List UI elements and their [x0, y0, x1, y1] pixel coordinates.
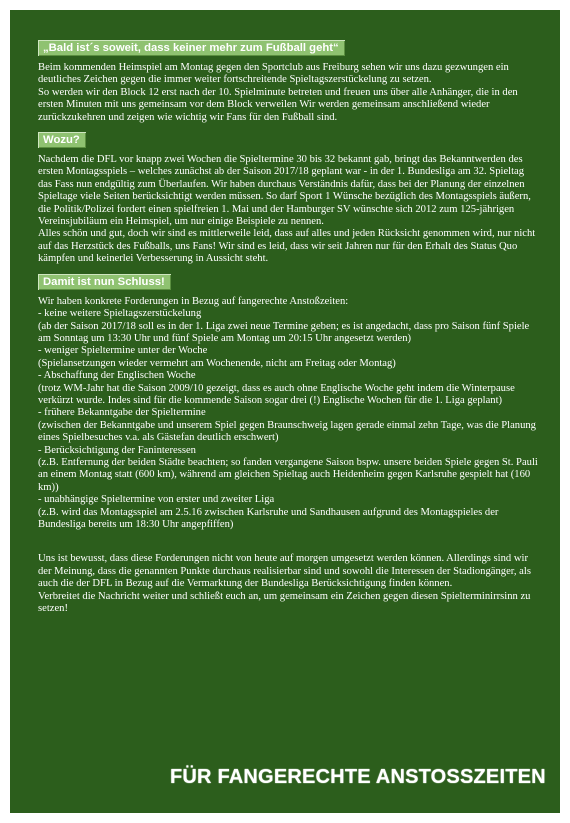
demand-line: - weniger Spieltermine unter der Woche	[38, 345, 208, 357]
demand-line: - unabhängige Spieltermine von erster und zweiter Liga	[38, 494, 275, 506]
demand-line: (zwischen der Bekanntgabe und unserem Spiel gegen Braunschweig lagen gerade einmal zehn Tage, was die Planung eines Spielbesuches v.a. als Gästefan deutlich erschwert)	[38, 419, 536, 444]
demand-line: (Spielansetzungen wieder vermehrt am Wochenende, nicht am Freitag oder Montag)	[38, 357, 396, 369]
demand-line: - frühere Bekanntgabe der Spieltermine	[38, 407, 206, 419]
paragraph: Verbreitet die Nachricht weiter und schließt euch an, um gemeinsam ein Zeichen gegen diesen Spielterminirrsinn zu setzen!	[38, 590, 531, 615]
demand-line: - keine weitere Spieltagszerstückelung	[38, 308, 202, 320]
section-heading-demands: Damit ist nun Schluss!	[38, 274, 171, 290]
section-heading-wozu: Wozu?	[38, 132, 86, 148]
paragraph: Alles schön und gut, doch wir sind es mittlerweile leid, dass auf alles und jeden Rücksicht genommen wird, nur nicht auf das Herzstück des Fußballs, uns Fans! Wir sind es leid, dass wir seit Jahren nur für den Erhalt des Status Quo kämpfen und keinerlei Verbesserung in Aussicht steht.	[38, 228, 536, 265]
demand-line: (z.B. Entfernung der beiden Städte beachten; so fanden vergangene Saison bspw. unsere beiden Spiele gegen St. Pauli an einem Montag statt (600 km), während am gleichen Spieltag auch Heidenheim gegen Karlsruhe gespielt hat (160 km))	[38, 456, 538, 493]
demand-line: (z.B. wird das Montagsspiel am 2.5.16 zwischen Karlsruhe und Sandhausen aufgrund des Montagspieles der Bundesliga bereits um 18:30 Uhr angepfiffen)	[38, 506, 499, 530]
section-closing	[28, 553, 540, 615]
paragraph: Nachdem die DFL vor knapp zwei Wochen die Spieltermine 30 bis 32 bekannt gab, bringt das Bekanntwerden des ersten Montagsspiels – welches zunächst ab der Saison 2017/18 geplant war - in der 1. Bundesliga am 32. Spieltag das Fass nun endgültig zum Überlaufen. Wir haben durchaus Verständnis dafür, dass bei der Planung der einzelnen Spieltage viele Seiten berücksichtigt werden müssen. So darf Sport 1 Wünsche bezüglich des Montagsspiels äußern, die Politik/Polizei fordert einen spielfreien 1. Mai und der Hamburger SV wünschte sich 2012 zum 125-jährigen Vereinsjubiläum ein Heimspiel, um nur einige Beispiele zu nennen.	[38, 154, 531, 228]
demand-line: (trotz WM-Jahr hat die Saison 2009/10 gezeigt, dass es auch ohne Englische Woche geht indem die Winterpause verkürzt wurde. Indes sind für die kommende Saison sogar drei (!) Englische Wochen für die 1. Liga geplant)	[38, 382, 515, 406]
section-intro	[28, 40, 540, 124]
demand-line: - Abschaffung der Englischen Woche	[38, 370, 196, 382]
section-heading-intro: „Bald ist´s soweit, dass keiner mehr zum Fußball geht“	[38, 40, 345, 56]
footer-slogan: FÜR FANGERECHTE ANSTOSSZEITEN	[170, 766, 546, 788]
paragraph: Beim kommenden Heimspiel am Montag gegen den Sportclub aus Freiburg sehen wir uns dazu gezwungen ein deutliches Zeichen gegen die immer weiter fortschreitende Spieltagszerstückelung zu setzen.	[38, 62, 509, 86]
demand-line: (ab der Saison 2017/18 soll es in der 1. Liga zwei neue Termine geben; es ist angedacht, dass pro Saison fünf Spiele am Sonntag um 13:30 Uhr und fünf Spiele am Montag um 20:15 Uhr angesetzt werden)	[38, 320, 530, 344]
paragraph: Uns ist bewusst, dass diese Forderungen nicht von heute auf morgen umgesetzt werden können. Allerdings sind wir der Meinung, dass die genannten Punkte durchaus realisierbar sind und sowohl die Interessen der Stadiongänger, als auch die der DFL in Bezug auf die Vermarktung der Bundesliga Berücksichtigung finden können.	[38, 553, 531, 590]
flyer-content	[28, 40, 540, 623]
demands-intro: Wir haben konkrete Forderungen in Bezug auf fangerechte Anstoßzeiten:	[38, 295, 349, 307]
section-wozu	[28, 132, 540, 266]
demand-line: - Berücksichtigung der Faninteressen	[38, 444, 196, 456]
paragraph: So werden wir den Block 12 erst nach der 10. Spielminute betreten und freuen uns über alle Anhänger, die in den ersten Minuten mit uns gemeinsam vor dem Block verweilen Wir werden gemeinsam anschließend wieder zurückzukehren und zeigen wie wichtig wir Fans für den Fußball sind.	[38, 86, 518, 123]
section-demands	[28, 274, 540, 532]
